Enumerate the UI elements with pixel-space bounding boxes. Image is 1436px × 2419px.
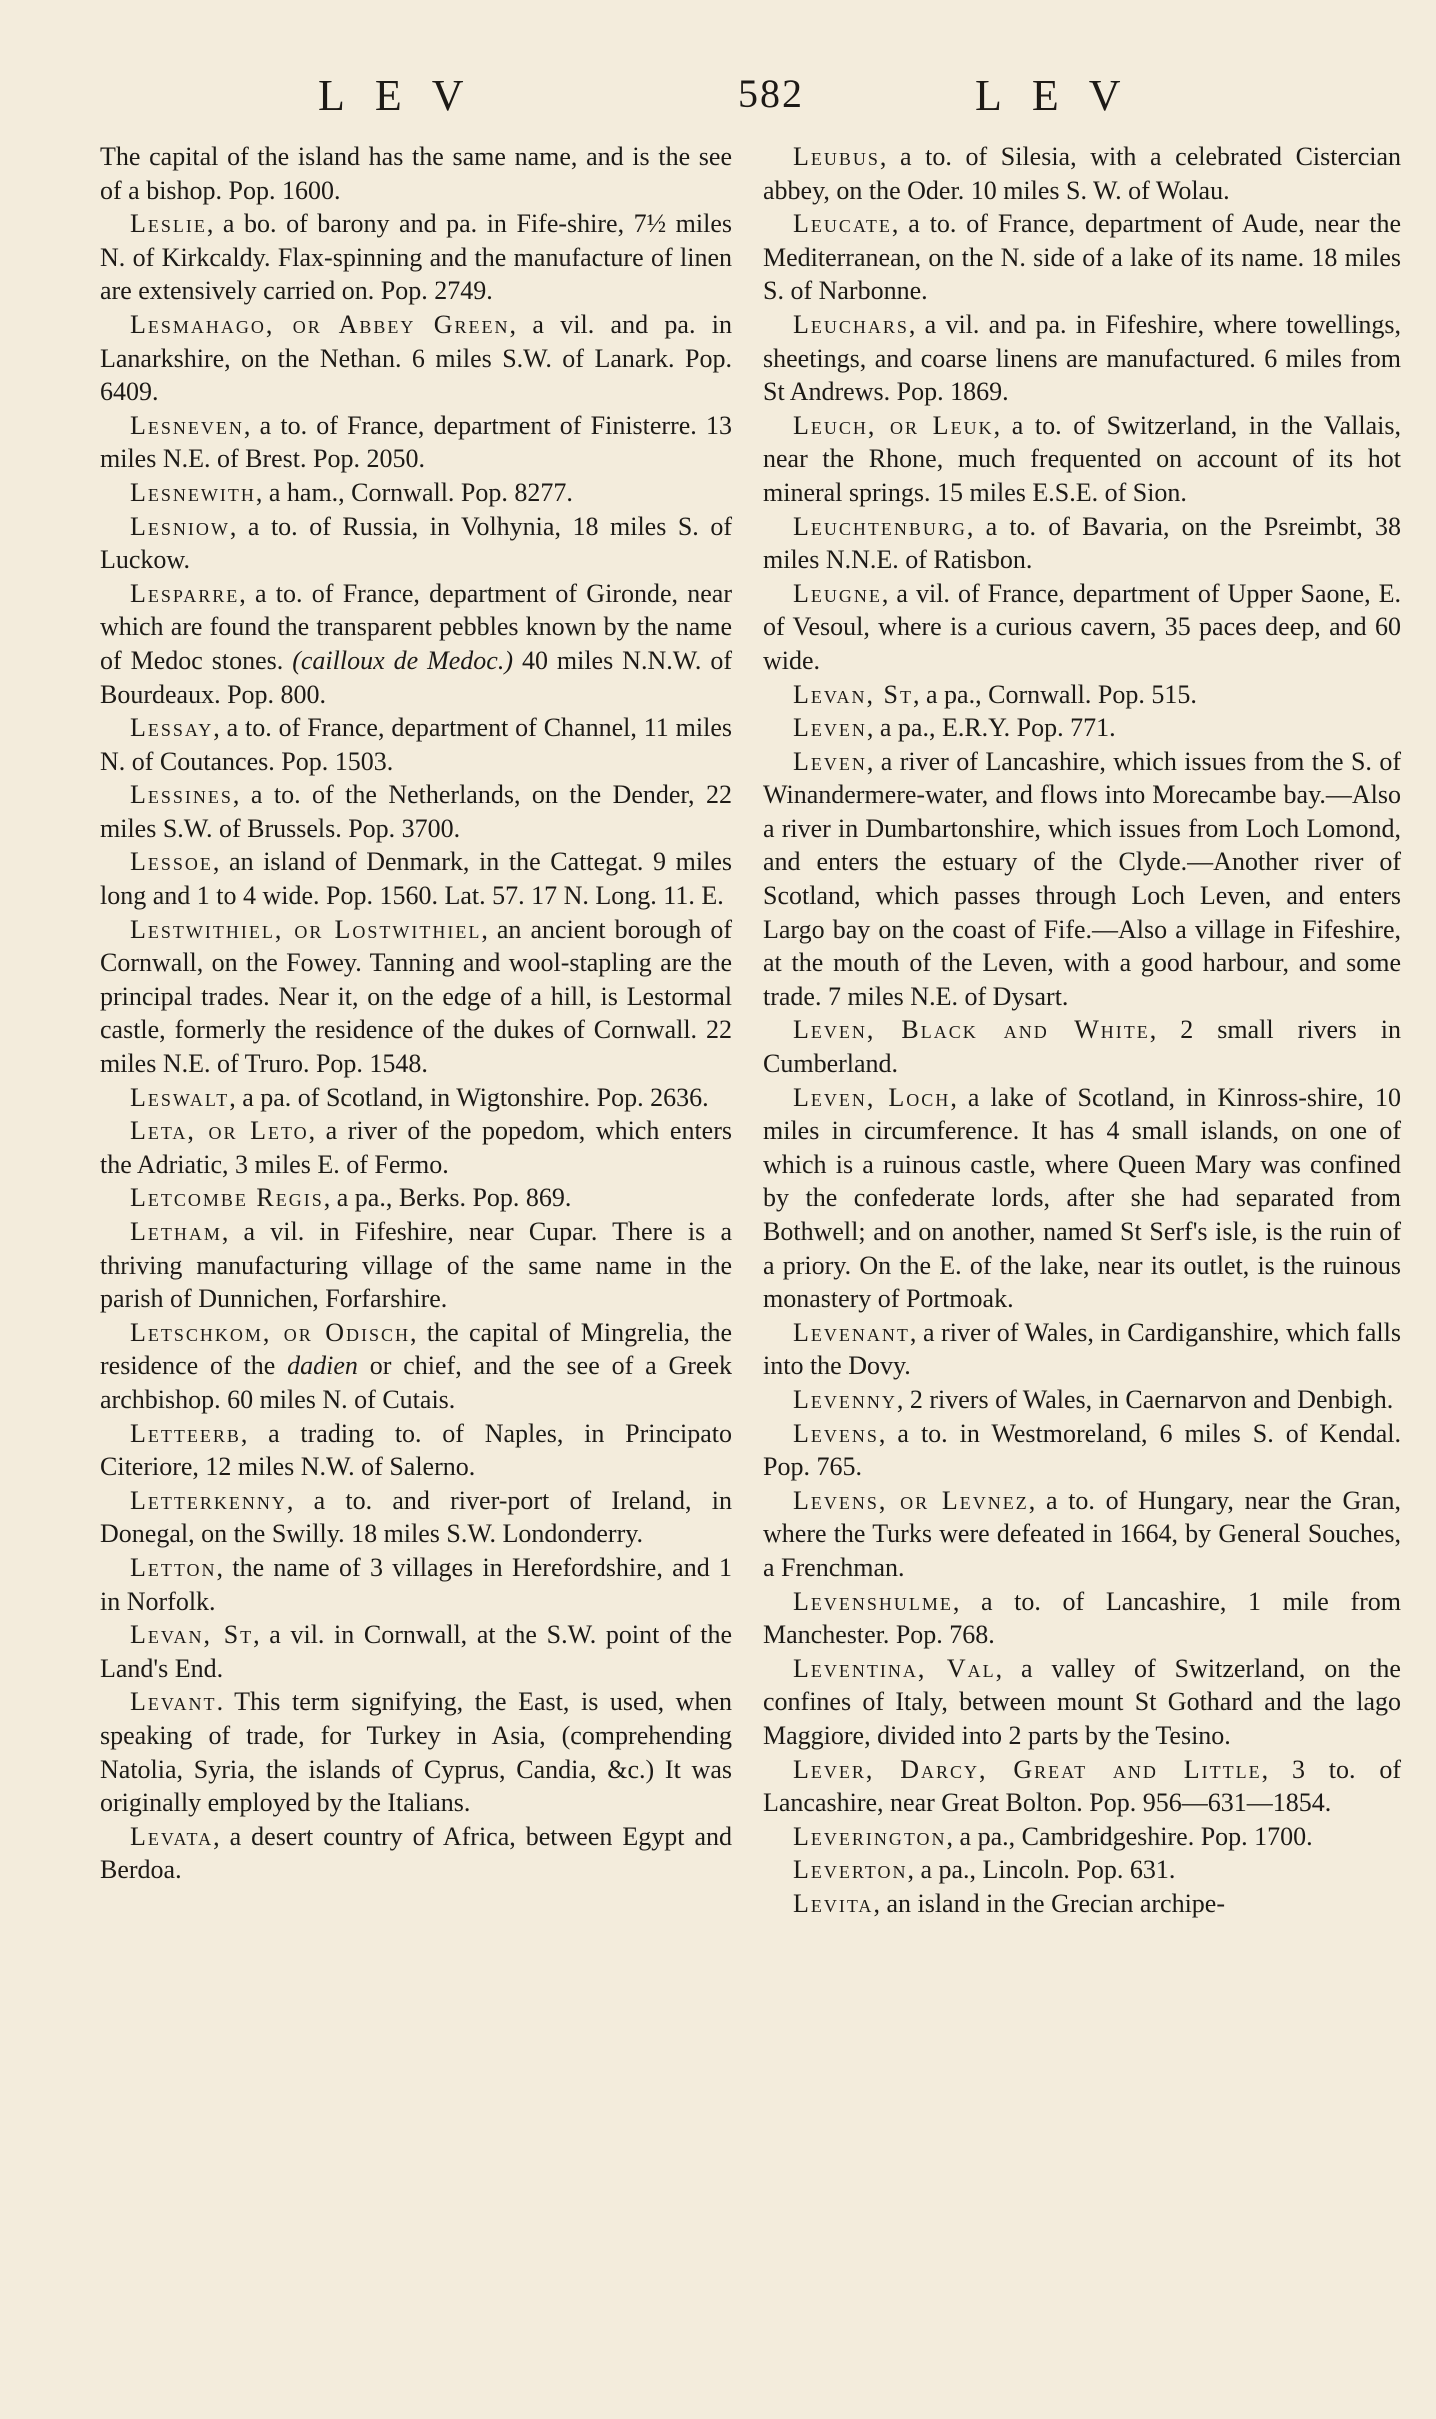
gazetteer-entry — [100, 711, 732, 778]
entry-headword: Lever, Darcy, Great and Little — [793, 1754, 1262, 1784]
entry-text: , a pa., E.R.Y. Pop. 771. — [866, 713, 1116, 743]
entry-headword: Levan, St — [793, 679, 914, 709]
gazetteer-entry — [763, 711, 1401, 745]
gazetteer-entry — [100, 778, 732, 845]
gazetteer-entry — [763, 1853, 1401, 1887]
gazetteer-entry — [763, 409, 1401, 510]
entry-text: , a pa., Cornwall. Pop. 515. — [913, 679, 1197, 709]
gazetteer-entry — [100, 1685, 732, 1819]
entry-text: , a to. of Russia, in Volhynia, 18 miles S. of Luckow. — [100, 511, 732, 575]
gazetteer-entry — [100, 207, 732, 308]
gazetteer-entry — [100, 1618, 732, 1685]
entry-text: , a to. in Westmoreland, 6 miles S. of Kendal. Pop. 765. — [763, 1418, 1401, 1482]
entry-text: , a to. of France, department of Finisterre. 13 miles N.E. of Brest. Pop. 2050. — [100, 410, 732, 474]
entry-text: , a vil. in Fifeshire, near Cupar. There is a thriving manufacturing village of the same name in the parish of Dunnichen, Forfarshire. — [100, 1217, 732, 1314]
entry-headword: Levenny — [793, 1384, 897, 1414]
entry-headword: Lesparre — [130, 578, 240, 608]
gazetteer-entry — [100, 913, 732, 1081]
entry-headword: Leucate — [793, 209, 892, 239]
gazetteer-entry — [763, 678, 1401, 712]
entry-headword: Levata — [130, 1821, 214, 1851]
gazetteer-entry — [763, 308, 1401, 409]
gazetteer-entry — [763, 207, 1401, 308]
page-header — [0, 70, 1436, 140]
entry-text: , a to. of France, department of Gironde, near which are found the transparent pebbles known by the name of Medoc stones. — [100, 578, 732, 675]
entry-text: , a pa. of Scotland, in Wigtonshire. Pop. 2636. — [229, 1082, 709, 1112]
entry-headword: Levens — [793, 1418, 879, 1448]
entry-headword: Levenshulme — [793, 1586, 953, 1616]
entry-text: , a vil. and pa. in Lanarkshire, on the Nethan. 6 miles S.W. of Lanark. Pop. 6409. — [100, 309, 733, 407]
gazetteer-entry — [100, 1316, 732, 1417]
entry-text: , a desert country of Africa, between Egypt and Berdoa. — [100, 1821, 732, 1885]
gazetteer-entry — [763, 140, 1401, 207]
gazetteer-entry — [100, 510, 732, 577]
right-column — [763, 140, 1401, 1920]
gazetteer-entry — [763, 1383, 1401, 1417]
gazetteer-entry — [100, 1417, 732, 1484]
gazetteer-entry — [763, 1013, 1401, 1080]
entry-text: , a lake of Scotland, in Kinross-shire, 10 miles in circumference. It has 4 small islands, on one of which is a ruinous castle, where Queen Mary was confined by the confederate lords, after she had separated from Bothwell; and on another, named St Serf's isle, is the ruin of a priory. On the E. of the lake, near its outlet, is the ruinous monastery of Portmoak. — [763, 1082, 1401, 1314]
entry-headword: Leubus — [793, 142, 880, 171]
entry-headword: Letham — [130, 1217, 222, 1246]
entry-headword: Levens, or Levnez — [793, 1485, 1029, 1515]
entry-headword: Leven — [793, 713, 867, 743]
entry-text: , a to. of France, department of Channel, 11 miles N. of Coutances. Pop. 1503. — [100, 713, 732, 776]
header-left-guide-word: LEV — [318, 71, 494, 120]
entry-text: , a to. of Hungary, near the Gran, where the Turks were defeated in 1664, by General Souches, a Frenchman. — [763, 1485, 1401, 1582]
entry-text: , a river of Lancashire, which issues from the S. of Winandermere-water, and flows into Morecambe bay.—Also a river in Dumbartonshire, which issues from Loch Lomond, and enters the estuary of the Clyde.—Another river of Scotland, which passes through Loch Leven, and enters Largo bay on the coast of Fife.—Also a village in Fifeshire, at the mouth of the Leven, with a good harbour, and some trade. 7 miles N.E. of Dysart. — [763, 746, 1401, 1011]
entry-text: , a to. of Switzerland, in the Vallais, near the Rhone, much frequented on account of its hot mineral springs. 15 miles E.S.E. of Sion. — [763, 410, 1401, 507]
gazetteer-entry — [763, 1753, 1401, 1820]
entry-text: , a bo. of barony and pa. in Fife-shire, 7½ miles N. of Kirkcaldy. Flax-spinning and the manufacture of linen are extensively carried on. Pop. 2749. — [100, 209, 732, 306]
entry-headword: Leven, Loch — [793, 1082, 951, 1112]
gazetteer-entry — [763, 1484, 1401, 1585]
entry-headword: Levan, St — [130, 1620, 254, 1650]
entry-text: , a river of Wales, in Cardiganshire, which falls into the Dovy. — [763, 1317, 1401, 1381]
entry-text: , a to. and river-port of Ireland, in Donegal, on the Swilly. 18 miles S.W. Londonderry. — [100, 1485, 732, 1549]
entry-text-continued: or chief, and the see of a Greek archbishop. 60 miles N. of Cutais. — [100, 1351, 733, 1414]
gazetteer-entry — [100, 845, 732, 912]
entry-text: , a vil. and pa. in Fifeshire, where towellings, sheetings, and coarse linens are manufactured. 6 miles from St Andrews. Pop. 1869. — [763, 309, 1401, 407]
entry-text: , a valley of Switzerland, on the confines of Italy, between mount St Gothard and the lago Maggiore, divided into 2 parts by the Tesino. — [763, 1653, 1401, 1750]
gazetteer-entry — [100, 1081, 732, 1115]
gazetteer-entry — [100, 1820, 732, 1887]
entry-italic-text: dadien — [287, 1351, 358, 1381]
gazetteer-entry — [763, 1417, 1401, 1484]
entry-headword: Letterkenny — [130, 1485, 287, 1515]
entry-text: , a to. of Bavaria, on the Psreimbt, 38 miles N.N.E. of Ratisbon. — [763, 511, 1401, 575]
entry-text: , a vil. of France, department of Upper Saone, E. of Vesoul, where is a curious cavern, 35 paces deep, and 60 wide. — [763, 578, 1401, 675]
entry-text: , a to. of France, department of Aude, near the Mediterranean, on the N. side of a lake of its name. 18 miles S. of Narbonne. — [763, 209, 1401, 306]
gazetteer-entry — [100, 1551, 732, 1618]
entry-text: , 3 to. of Lancashire, near Great Bolton. Pop. 956—631—1854. — [763, 1754, 1401, 1818]
gazetteer-entry — [763, 1585, 1401, 1652]
gazetteer-entry — [100, 577, 732, 711]
entry-headword: Lesmahago, or Abbey Green — [130, 309, 510, 339]
entry-text: , an island in the Grecian archipe- — [873, 1888, 1226, 1918]
entry-headword: Leuchars — [793, 309, 909, 339]
gazetteer-entry — [100, 1215, 732, 1316]
entry-text: , a to. of the Netherlands, on the Dender, 22 miles S.W. of Brussels. Pop. 3700. — [100, 780, 732, 843]
entry-headword: Lestwithiel, or Lostwithiel — [130, 914, 482, 944]
entry-text: , a to. of Silesia, with a celebrated Cistercian abbey, on the Oder. 10 miles S. W. of Wolau. — [763, 142, 1401, 205]
entry-text: , 2 small rivers in Cumberland. — [763, 1015, 1401, 1079]
entry-headword: Leugne — [793, 578, 882, 608]
entry-headword: Leslie — [130, 209, 207, 239]
gazetteer-entry — [763, 1820, 1401, 1854]
header-right-guide-word: LEV — [975, 71, 1151, 120]
gazetteer-entry — [763, 745, 1401, 1014]
entry-headword: Leventina, Val — [793, 1653, 996, 1683]
entry-text: The capital of the island has the same name, and is the see of a bishop. Pop. 1600. — [100, 142, 732, 205]
entry-headword: Leuch, or Leuk — [793, 410, 994, 440]
gazetteer-entry — [100, 1181, 732, 1215]
gazetteer-entry — [100, 1114, 732, 1181]
entry-headword: Levenant — [793, 1317, 910, 1347]
entry-text: , an island of Denmark, in the Cattegat. 9 miles long and 1 to 4 wide. Pop. 1560. Lat. 57. 17 N. Long. 11. E. — [100, 847, 732, 911]
entry-headword: Leuchtenburg — [793, 511, 967, 541]
entry-headword: Lesnewith — [130, 477, 256, 507]
entry-headword: Leverton — [793, 1855, 908, 1885]
entry-text: , 2 rivers of Wales, in Caernarvon and Denbigh. — [896, 1384, 1394, 1414]
entry-headword: Leven, Black and White — [793, 1015, 1150, 1045]
gazetteer-entry — [763, 1316, 1401, 1383]
entry-text: , a vil. in Cornwall, at the S.W. point of the Land's End. — [100, 1620, 733, 1683]
entry-headword: Leven — [793, 746, 867, 776]
gazetteer-entry — [763, 1081, 1401, 1316]
left-column — [100, 140, 732, 1887]
entry-headword: Levita — [793, 1888, 874, 1918]
gazetteer-entry — [763, 1652, 1401, 1753]
gazetteer-entry — [763, 1887, 1401, 1921]
entry-headword: Lesneven — [130, 410, 244, 440]
entry-headword: Letcombe Regis — [130, 1183, 324, 1213]
gazetteer-entry — [763, 510, 1401, 577]
gazetteer-entry — [100, 140, 732, 207]
entry-italic-text: (cailloux de Medoc.) — [292, 645, 513, 675]
entry-text: , a trading to. of Naples, in Principato Citeriore, 12 miles N.W. of Salerno. — [100, 1418, 732, 1482]
gazetteer-entry — [100, 1484, 732, 1551]
entry-text: . This term signifying, the East, is used, when speaking of trade, for Turkey in Asia, (comprehending Natolia, Syria, the islands of Cyprus, Candia, &c.) It was originally employed by the Italians. — [100, 1687, 732, 1818]
gazetteer-entry — [100, 409, 732, 476]
entry-headword: Letton — [130, 1552, 217, 1582]
entry-text: , a to. of Lancashire, 1 mile from Manchester. Pop. 768. — [763, 1586, 1401, 1650]
entry-text: , a pa., Berks. Pop. 869. — [323, 1183, 572, 1213]
entry-headword: Levant — [130, 1687, 217, 1717]
entry-headword: Lessay — [130, 713, 214, 743]
gazetteer-entry — [100, 308, 732, 409]
page-number: 582 — [738, 71, 804, 116]
entry-text: , a river of the popedom, which enters the Adriatic, 3 miles E. of Fermo. — [100, 1116, 732, 1179]
entry-headword: Leta, or Leto — [130, 1116, 309, 1146]
entry-text: , a ham., Cornwall. Pop. 8277. — [255, 477, 573, 507]
entry-text: , a pa., Cambridgeshire. Pop. 1700. — [946, 1821, 1313, 1851]
entry-headword: Letschkom, or Odisch — [130, 1317, 410, 1347]
entry-text: , the capital of Mingrelia, the residence of the — [100, 1317, 732, 1381]
entry-headword: Letteerb — [130, 1418, 241, 1448]
gazetteer-entry — [763, 577, 1401, 678]
entry-headword: Lessoe — [130, 847, 213, 877]
entry-text: , a pa., Lincoln. Pop. 631. — [907, 1855, 1176, 1885]
entry-headword: Leswalt — [130, 1082, 230, 1112]
entry-headword: Leverington — [793, 1821, 947, 1851]
entry-headword: Lessines — [130, 780, 233, 810]
gazetteer-entry — [100, 476, 732, 510]
entry-text: , the name of 3 villages in Herefordshire, and 1 in Norfolk. — [100, 1552, 732, 1616]
entry-text: , an ancient borough of Cornwall, on the Fowey. Tanning and wool-stapling are the principal trades. Near it, on the edge of a hill, is Lestormal castle, formerly the residence of the dukes of Cornwall. 22 miles N.E. of Truro. Pop. 1548. — [100, 914, 732, 1079]
entry-headword: Lesniow — [130, 511, 230, 541]
entry-text-continued: 40 miles N.N.W. of Bourdeaux. Pop. 800. — [100, 645, 732, 709]
